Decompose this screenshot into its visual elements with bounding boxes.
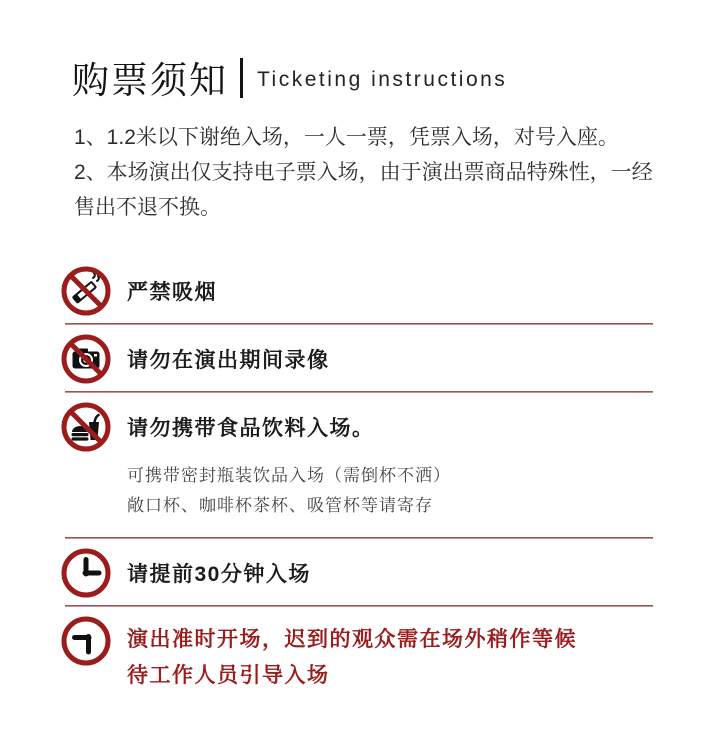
rule-row — [60, 607, 664, 700]
rule-label: 请提前30分钟入场 — [127, 563, 311, 586]
intro-paragraph — [74, 120, 660, 225]
rule-label: 请勿在演出期间录像 — [127, 349, 330, 372]
intro-item: 2、本场演出仅支持电子票入场，由于演出票商品特殊性，一经售出不退不换。 — [74, 161, 653, 219]
rule-row — [60, 393, 664, 459]
rule-notes — [127, 461, 664, 521]
rule-label — [127, 622, 577, 694]
rule-label: 请勿携带食品饮料入场。 — [127, 417, 375, 440]
rule-row — [60, 325, 664, 391]
rule-row — [60, 257, 664, 323]
rule-label-line: 演出准时开场，迟到的观众需在场外稍作等候 — [127, 628, 577, 651]
rule-note: 可携带密封瓶装饮品入场（需倒杯不洒） — [127, 466, 451, 485]
rule-label: 严禁吸烟 — [127, 281, 217, 304]
page-title: 购票须知 — [72, 60, 228, 101]
rule-note: 敞口杯、咖啡杯茶杯、吸管杯等请寄存 — [127, 496, 433, 515]
no-video-recording-icon — [60, 333, 112, 385]
rule-row — [60, 539, 664, 605]
page-header — [72, 50, 664, 104]
intro-item: 1、1.2米以下谢绝入场，一人一票，凭票入场，对号入座。 — [74, 126, 619, 149]
rule-label-line: 待工作人员引导入场 — [127, 664, 330, 687]
title-vertical-divider — [240, 58, 243, 98]
late-arrival-clock-icon — [60, 615, 112, 667]
no-smoking-icon — [60, 265, 112, 317]
clock-icon — [60, 547, 112, 599]
rules-list — [60, 257, 664, 700]
no-food-drink-icon — [60, 401, 112, 453]
page-subtitle: Ticketing instructions — [257, 68, 508, 91]
